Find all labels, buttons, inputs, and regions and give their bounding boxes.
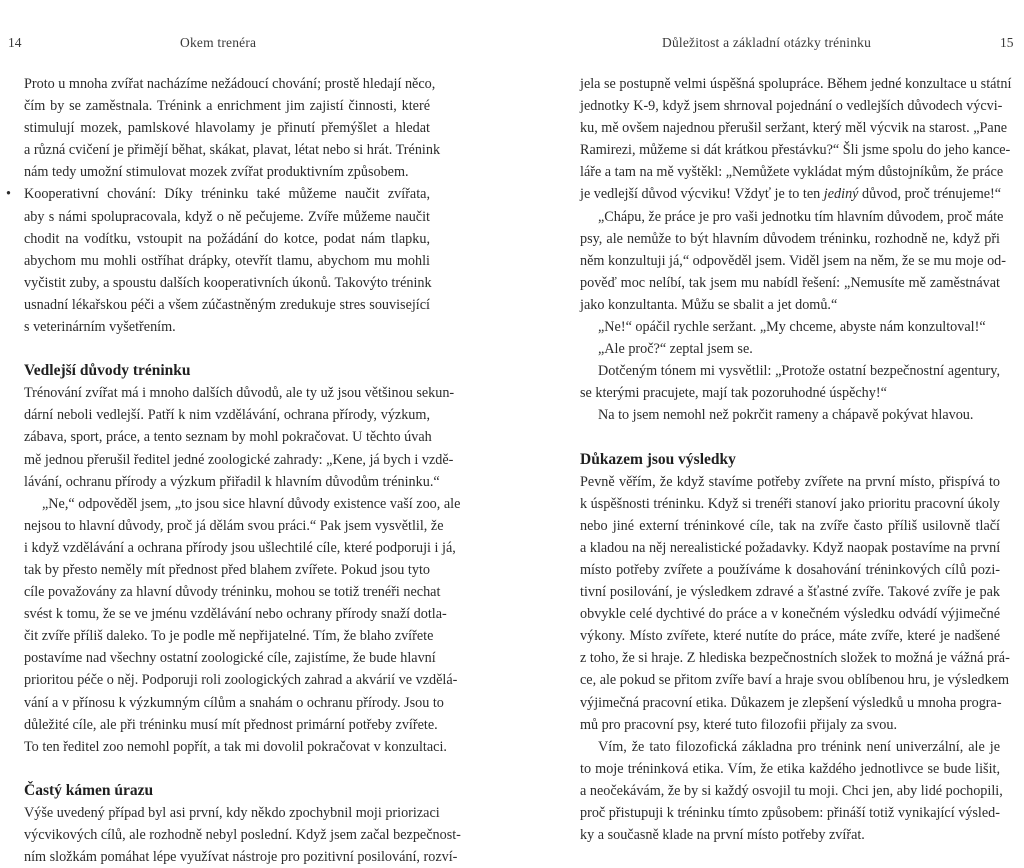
text-line: tivní posilování, je výsledkem zdravé a šťastné zvíře. Takové zvíře je pak (580, 584, 1000, 601)
text-line: jela se postupně velmi úspěšná spolupráce. Během jedné konzultace u státní (580, 76, 1012, 92)
paragraph (580, 360, 1000, 404)
text-line: výjimečná pracovní etika. Důkazem je zlepšení výsledků u mnoha progra- (580, 694, 1002, 711)
paragraph (580, 471, 1010, 736)
text-line: láře a tam na mě vyštěkl: „Nemůžete vykládat mým důstojníkům, že práce (580, 164, 1004, 181)
text-line: nám tedy umožní stimulovat mozek zvířat produktivním způsobem. (24, 164, 409, 181)
text-line: svést k tomu, že se ve jménu vzdělávání nebo ochrany přírody snaží dotla- (24, 606, 447, 623)
text-line: dární neboli vedlejší. Patří k nim vzdělávání, ochrana přírody, výzkum, (24, 407, 430, 424)
text-line: Ramirezi, můžeme si dát krátkou přestávku?“ Šli jsme spolu do jeho kance- (580, 142, 1011, 159)
text-line: čit zvíře příliš daleko. To je podle mě nepřijatelné. Tím, že blaho zvířete (24, 628, 434, 645)
text-line: čím by se zaměstnala. Trénink a enrichment jim zajistí činnosti, které (24, 98, 430, 115)
text-line: Vím, že tato filozofická základna pro trénink není univerzální, ale je (598, 738, 1000, 755)
text-line: prioritou péče o něj. Podporuji roli zoologických zahrad a akvárií ve vzdělá- (24, 672, 458, 689)
text-line: aby s námi spolupracovala, když o ně pečujeme. Zvíře můžeme naučit (24, 208, 430, 225)
text-line: nebo jiné externí tréninkové cíle, tak na zvíře často příliš usilovně tlačí (580, 517, 1000, 534)
dialog-line: „Ne!“ opáčil rychle seržant. „My chceme, abyste nám konzultoval!“ (598, 319, 986, 336)
text-line: chodit na vodítku, vstoupit na požádání do kotce, podat nám tlapku, (24, 230, 430, 247)
text-line: tak by přesto neměly mít přednost před blahem zvířete. Pokud jsou tyto (24, 561, 430, 578)
text-line: ním složkám pomáhat lépe využívat nástroje pro pozitivní posilování, rozví- (24, 849, 458, 866)
text-line: mě jednou přerušil ředitel jedné zoologické zahrady: „Kene, já bych i vzdě- (24, 451, 454, 468)
page-body (580, 73, 1012, 846)
text-line: z toho, že si hraje. Z hlediska bezpečnostních složek to možná je vážná prá- (580, 650, 1010, 667)
text-line: to moje tréninková etika. Vím, že etika každého jednotlivce se bude lišit, (580, 760, 1000, 777)
dialog-line: „Ale proč?“ zeptal jsem se. (598, 341, 753, 358)
text-line: i když vzdělávání a ochrana přírody jsou ušlechtilé cíle, které podporuji i já, (24, 539, 456, 556)
text-line: ce, ale pokud se přitom zvíře baví a hraje svou oblíbenou hru, je výsledkem (580, 672, 1010, 689)
text-line: stimulují mozek, pamlskové hlavolamy je přinutí přemýšlet a hledat (24, 120, 430, 137)
text-line: Proto u mnoha zvířat nacházíme nežádoucí chování; prostě hledají něco, (24, 76, 436, 92)
text-line: Kooperativní chování: Díky tréninku také můžeme naučit zvířata, (24, 186, 430, 203)
paragraph (580, 206, 1006, 316)
text-line: pověď moc nelíbí, tak jsem mu nabídl řešení: „Nemusíte mě zaměstnávat (580, 274, 1000, 291)
text-line: výkony. Místo zvířete, které nutíte do práce, máte zvíře, které je nadšené (580, 628, 1000, 645)
text-line: a neočekávám, že by si každý osvojil tu moji. Chci jen, aby lidé pochopili, (580, 782, 1003, 799)
text-line (580, 183, 1000, 205)
text-line: mů pro pracovní psy, které tuto filozofii přijaly za svou. (580, 716, 898, 733)
text-line: něm konzultuji já,“ odpověděl jsem. Viděl jsem na něm, že se mu moje od- (580, 252, 1006, 269)
text-line: Na to jsem nemohl než pokrčit rameny a chápavě pokývat hlavou. (598, 407, 974, 424)
text-line: cíle považovány za hlavní důvody tréninku, mohou se totiž trenéři nechat (24, 584, 441, 601)
text-line: nejsou to hlavní důvody, proč já dělám svou práci.“ Pak jsem vysvětlil, že (24, 517, 444, 534)
paragraph (580, 736, 1003, 846)
text-line: a různá cvičení je přimějí běhat, skákat, plavat, létat nebo si hrát. Trénink (24, 142, 441, 159)
running-head: Okem trenéra (180, 35, 257, 50)
text-line: vyčistit zuby, a spoustu dalších kooperativních úkonů. Takovýto trénink (24, 274, 432, 291)
text-line: To ten ředitel zoo nemohl popřít, a tak mi dovolil pokračovat v konzultaci. (24, 738, 447, 755)
text-line: a kladou na něj nerealistické požadavky. Když naopak postavíme na první (580, 539, 1001, 556)
text-line: obvykle celé dychtivé do práce a v konečném výsledku odvádí výjimečné (580, 606, 1000, 623)
text-line: proč přistupuji k tréninku tímto způsobem: přináší totiž vynikající výsled- (580, 805, 1000, 821)
text-line: usnadní lékařskou péči a všem zúčastněným zredukuje stres související (24, 296, 430, 313)
bullet-item (6, 183, 432, 338)
paragraph (580, 73, 1012, 206)
text-line: s veterinárním vyšetřením. (24, 319, 176, 336)
page-number: 15 (1000, 35, 1014, 50)
text-line: důležité cíle, ale při tréninku musí mít přednost primární potřeby zvířete. (24, 716, 438, 733)
running-head: Důležitost a základní otázky tréninku (662, 35, 872, 50)
text-line: zábava, sport, práce, a tento seznam by mohl pokračovat. U těchto úvah (24, 429, 432, 446)
section-heading: Důkazem jsou výsledky (580, 450, 736, 468)
text-line: vání a v přínosu k výzkumným cílům a snahám o ochranu přírody. Jsou to (24, 694, 444, 711)
text-line: se kterými pracujete, mají tak pozoruhodné úspěchy!“ (580, 385, 887, 402)
left-page (0, 0, 512, 866)
paragraph (24, 493, 461, 758)
text-line: ku, mě ovšem najednou přerušil seržant, který měl výcvik na starost. „Pane (580, 120, 1008, 137)
text-line: „Chápu, že práce je pro vaši jednotku tím hlavním důvodem, proč máte (598, 208, 1004, 225)
page-body (6, 73, 461, 868)
text-line: „Ne,“ odpověděl jsem, „to jsou sice hlavní důvody existence vaší zoo, ale (42, 495, 461, 512)
text-line: Trénování zvířat má i mnoho dalších důvodů, ale ty už jsou většinou sekun- (24, 385, 455, 402)
text-line: Výše uvedený případ byl asi první, kdy někdo zpochybnil moji priorizaci (24, 804, 440, 821)
paragraph (24, 382, 455, 492)
paragraph (24, 73, 441, 183)
text-line: Dotčeným tónem mi vysvětlil: „Protože ostatní bezpečnostní agentury, (598, 363, 1000, 380)
text-segment: důvod, proč trénujeme!“ (858, 186, 1002, 203)
text-line: jako konzultanta. Můžu se sbalit a jet domů.“ (580, 296, 838, 313)
text-segment: je vedlejší důvod výcviku! Vždyť je to ten (580, 186, 824, 203)
text-line: k úspěšnosti tréninku. Když si trenéři stanoví jako prioritu pracovní úkoly (580, 495, 1000, 512)
emphasis: jediný (823, 186, 859, 203)
text-line: výcvikových cílů, ale rozhodně nebyl poslední. Když jsem začal bezpečnost- (24, 827, 461, 843)
text-line: jednotky K-9, když jsem shrnoval pojednání o vedlejších důvodech výcvi- (580, 98, 1003, 115)
text-line: postavíme nad všechny ostatní zoologické cíle, zajistíme, že bude hlavní (24, 650, 436, 667)
text-line: lávání, ochranu přírody a výzkum přiřadil k hlavním důvodům tréninku.“ (24, 473, 440, 490)
right-page (512, 0, 1024, 844)
text-line: Pevně věřím, že když stavíme potřeby zvířete na první místo, přispívá to (580, 473, 1000, 490)
text-line: místo potřeby zvířete a používáme k dosahování tréninkových cílů pozi- (580, 561, 1000, 578)
page-number: 14 (8, 35, 22, 50)
text-line: psy, ale nemůže to být hlavním důvodem tréninku, rozhodně ne, když při (580, 230, 1000, 247)
paragraph (24, 802, 461, 868)
section-heading: Častý kámen úrazu (24, 781, 154, 799)
text-line: ky a současně klade na první místo potřeby zvířat. (580, 827, 865, 844)
bullet-icon: • (6, 186, 11, 203)
text-line: abychom mu mohli ostříhat drápky, otevřít tlamu, abychom mu mohli (24, 252, 430, 269)
section-heading: Vedlejší důvody tréninku (24, 362, 191, 380)
